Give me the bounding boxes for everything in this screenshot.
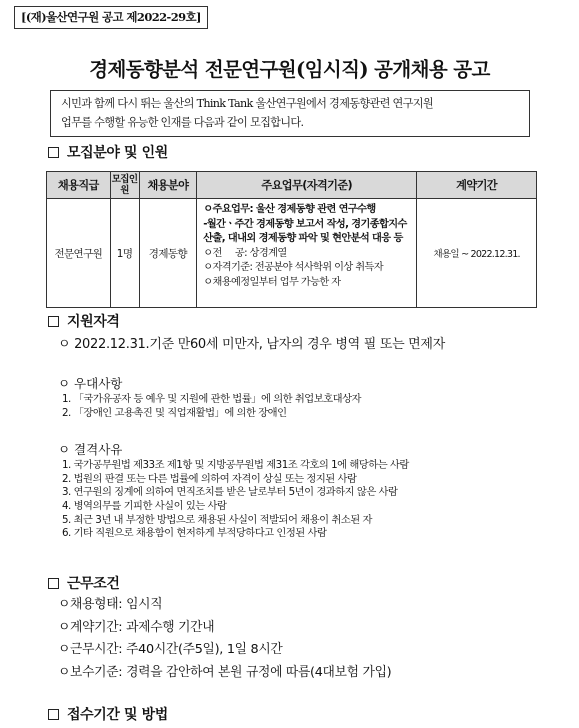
header-count: 모집인원 — [110, 172, 139, 199]
preference-heading: ㅇ 우대사항 — [58, 376, 123, 391]
cell-period: 채용일 ~ 2022.12.31. — [417, 199, 537, 308]
list-item: ㅇ보수기준: 경력을 감안하여 본원 규정에 따름(4대보험 가입) — [58, 664, 392, 680]
list-item: 2. 「장애인 고용촉진 및 직업재활법」에 의한 장애인 — [62, 406, 287, 419]
cell-grade: 전문연구원 — [47, 199, 111, 308]
checkbox-square-icon — [48, 709, 59, 720]
section-title: 접수기간 및 방법 — [67, 707, 168, 723]
disqualification-list — [62, 459, 409, 541]
duty-line: ㅇ자격기준: 전공분야 석사학위 이상 취득자 — [203, 262, 383, 273]
list-item: 4. 병역의무를 기피한 사실이 있는 사람 — [62, 500, 227, 513]
cell-count: 1명 — [110, 199, 139, 308]
checkbox-square-icon — [48, 578, 59, 589]
table-row — [47, 199, 537, 308]
section-recruit-heading — [48, 142, 168, 162]
intro-line: 시민과 함께 다시 뛰는 울산의 Think Tank 울산연구원에서 경제동향관련 연구지원 — [61, 97, 433, 110]
section-title: 지원자격 — [67, 314, 120, 330]
header-field: 채용분야 — [139, 172, 197, 199]
preference-list — [62, 393, 361, 420]
recruit-table — [46, 171, 537, 308]
header-period: 계약기간 — [417, 172, 537, 199]
list-item: 3. 연구원의 징계에 의하여 면직조치를 받은 날로부터 5년이 경과하지 않은 사람 — [62, 486, 398, 499]
section-conditions-heading — [48, 573, 120, 593]
cell-duties — [197, 199, 417, 308]
conditions-list — [58, 594, 391, 684]
header-grade: 채용직급 — [47, 172, 111, 199]
section-title: 모집분야 및 인원 — [67, 145, 168, 161]
list-item: 2. 법원의 판결 또는 다른 법률에 의하여 자격이 상실 또는 정지된 사람 — [62, 472, 357, 485]
disqualification-heading: ㅇ 결격사유 — [58, 442, 123, 457]
header-duties: 주요업무(자격기준) — [197, 172, 417, 199]
list-item: 6. 기타 직원으로 채용함이 현저하게 부적당하다고 인정된 사람 — [62, 527, 327, 540]
notice-number: [(재)울산연구원 공고 제2022-29호] — [14, 6, 208, 29]
list-item: ㅇ근무시간: 주40시간(주5일), 1일 8시간 — [58, 642, 283, 657]
cell-field: 경제동향 — [139, 199, 197, 308]
duty-line: ㅇ채용예정일부터 업무 가능한 자 — [203, 276, 341, 288]
checkbox-square-icon — [48, 316, 59, 327]
section-application-heading — [48, 704, 168, 724]
list-item: 1. 「국가유공자 등 예우 및 지원에 관한 법률」에 의한 취업보호대상자 — [62, 393, 361, 405]
list-item: 1. 국가공무원법 제33조 제1항 및 지방공무원법 제31조 각호의 1에 해당하는 사람 — [62, 459, 409, 471]
section-title: 근무조건 — [67, 576, 120, 592]
intro-line: 업무를 수행할 유능한 인재를 다음과 같이 모집합니다. — [61, 116, 304, 129]
section-eligibility-heading — [48, 311, 120, 331]
intro-box — [50, 90, 530, 137]
list-item: 5. 최근 3년 내 부정한 방법으로 채용된 사실이 적발되어 채용이 취소된 자 — [62, 513, 372, 526]
duty-line: ㅇ전 공: 상경계열 — [203, 247, 287, 259]
duty-line: 산출, 대내외 경제동향 파악 및 현안분석 대응 등 — [203, 233, 403, 244]
checkbox-square-icon — [48, 147, 59, 158]
duty-line: ㅇ주요업무: 울산 경제동향 관련 연구수행 — [203, 204, 376, 215]
list-item: ㅇ채용형태: 임시직 — [58, 597, 163, 612]
list-item: ㅇ계약기간: 과제수행 기간내 — [58, 619, 215, 635]
table-header-row — [47, 172, 537, 199]
eligibility-line: ㅇ 2022.12.31.기준 만60세 미만자, 남자의 경우 병역 필 또는 면제자 — [58, 337, 445, 352]
page-title: 경제동향분석 전문연구원(임시직) 공개채용 공고 — [89, 58, 490, 81]
duty-line: -월간ㆍ주간 경제동향 보고서 작성, 경기종합지수 — [203, 218, 407, 230]
